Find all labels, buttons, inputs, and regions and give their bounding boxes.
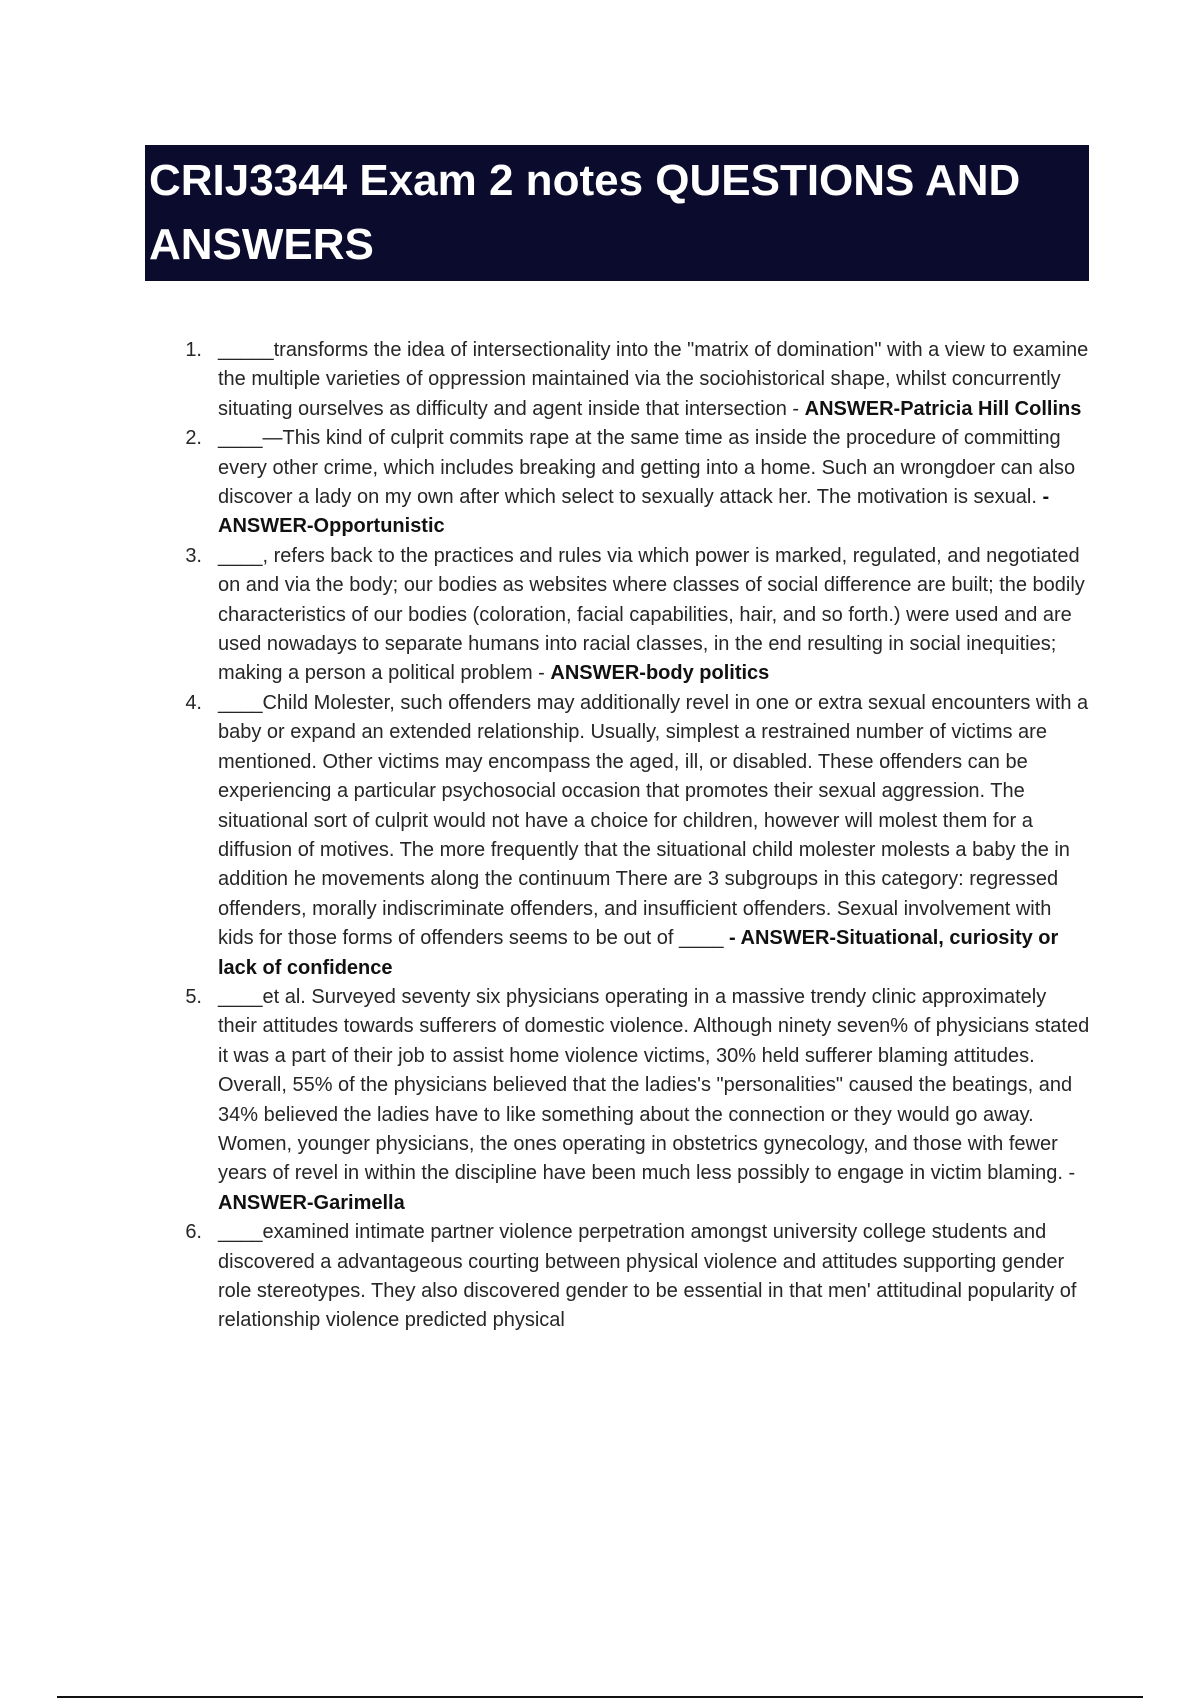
question-list (180, 336, 1090, 1336)
answer-text: ANSWER-Patricia Hill Collins (804, 397, 1082, 420)
question-number: 6. (185, 1221, 202, 1244)
question-item (180, 542, 1090, 689)
answer-text: ANSWER-body politics (550, 662, 770, 685)
question-number: 1. (185, 339, 202, 361)
footer-divider (57, 1696, 1143, 1698)
question-text: ____Child Molester, such offenders may additionally revel in one or extra sexual encounters with a baby or expand an extended relationship. Usually, simplest a restrained number of victims are mentioned. Other victims may encompass the aged, ill, or disabled. These offenders can be experiencing a particular psychosocial occasion that promotes their sexual aggression. The situational sort of culprit would not have a choice for children, however will molest them for a diffusion of motives. The more frequently that the situational child molester molests a baby the in addition he movements along the continuum There are 3 subgroups in this category: regressed offenders, morally indiscriminate offenders, and insufficient offenders. Sexual involvement with kids for those forms of offenders seems to be out of ____ (218, 691, 1089, 950)
question-item (180, 1218, 1090, 1336)
question-text: ____—This kind of culprit commits rape at the same time as inside the procedure of committing every other crime, which includes breaking and getting into a home. Such an wrongdoer can also discover a lady on my own after which select to sexually attack her. The motivation is sexual. (218, 427, 1076, 509)
question-text: ____, refers back to the practices and rules via which power is marked, regulated, and negotiated on and via the body; our bodies as websites where classes of social difference are built; the bodily characteristics of our bodies (coloration, facial capabilities, hair, and so forth.) were used and are used nowadays to separate humans into racial classes, in the end resulting in social inequities; making a person a political problem - (218, 544, 1085, 685)
answer-text: - ANSWER-Opportunistic (218, 486, 1050, 538)
question-number: 3. (185, 544, 202, 567)
question-text: ____examined intimate partner violence perpetration amongst university college students and discovered a advantageous courting between physical violence and attitudes supporting gender role stereotypes. They also discovered gender to be essential in that men' attitudinal popularity of relationship violence predicted physical (218, 1221, 1077, 1332)
question-item (180, 983, 1090, 1218)
question-number: 2. (185, 427, 202, 450)
page-title: CRIJ3344 Exam 2 notes QUESTIONS AND ANSWERS (149, 156, 1021, 269)
question-number: 5. (185, 985, 202, 1008)
answer-text: - ANSWER-Situational, curiosity or lack of confidence (218, 927, 1059, 979)
question-item (180, 336, 1090, 424)
title-banner (145, 145, 1089, 281)
answer-text: ANSWER-Garimella (218, 1191, 405, 1214)
question-item (180, 424, 1090, 542)
question-text: ____et al. Surveyed seventy six physicians operating in a massive trendy clinic approximately their attitudes towards sufferers of domestic violence. Although ninety seven% of physicians stated it was a part of their job to assist home violence victims, 30% held sufferer blaming attitudes. Overall, 55% of the physicians believed that the ladies's "personalities" caused the beatings, and 34% believed the ladies have to like something about the connection or they would go away. Women, younger physicians, the ones operating in obstetrics gynecology, and those with fewer years of revel in within the discipline have been much less possibly to engage in victim blaming. - (218, 985, 1090, 1185)
question-text: _____transforms the idea of intersectionality into the "matrix of domination" with a view to examine the multiple varieties of oppression maintained via the sociohistorical shape, whilst concurrently situating ourselves as difficulty and agent inside that intersection - (218, 339, 1089, 420)
question-item (180, 689, 1090, 983)
question-number: 4. (185, 691, 202, 714)
